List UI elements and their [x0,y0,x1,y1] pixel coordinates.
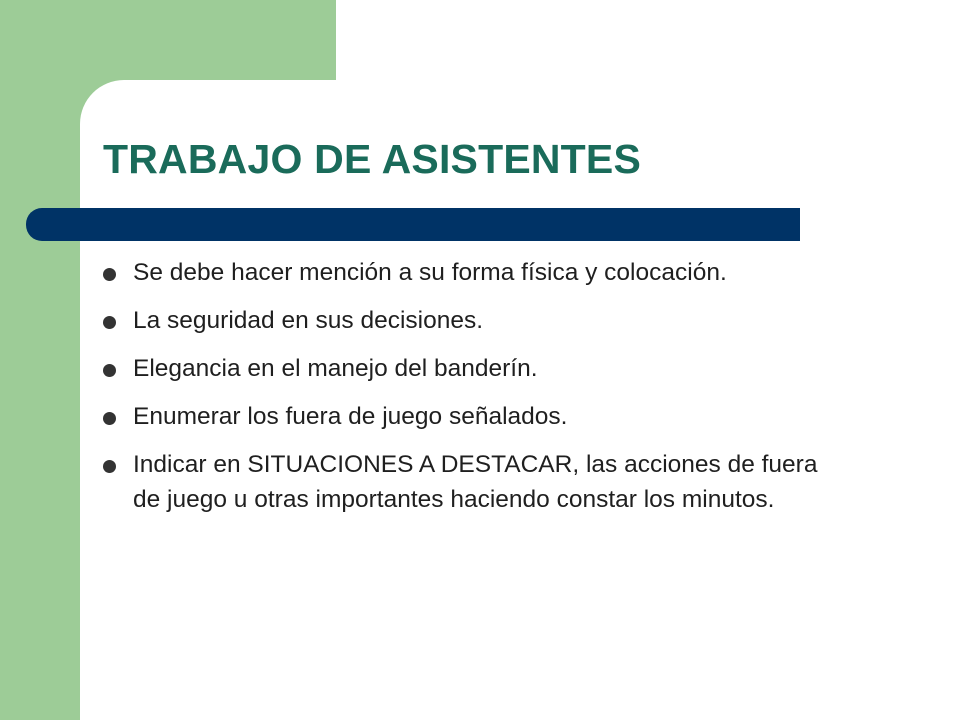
bullet-dot-icon [103,268,116,281]
bullet-list [100,255,820,530]
bullet-dot-icon [103,412,116,425]
bullet-item [100,447,820,517]
bullet-item [100,255,820,290]
bullet-text: Se debe hacer mención a su forma física y colocación. [133,259,727,286]
bullet-dot-icon [103,316,116,329]
bullet-dot-icon [103,460,116,473]
bullet-item [100,351,820,386]
bullet-dot-icon [103,364,116,377]
bullet-text: Indicar en SITUACIONES A DESTACAR, las acciones de fuera de juego u otras importantes haciendo constar los minutos. [133,451,818,513]
bullet-item [100,303,820,338]
bullet-text: Enumerar los fuera de juego señalados. [133,403,568,430]
bullet-item [100,399,820,434]
title-underline-bar [26,208,800,241]
bullet-text: Elegancia en el manejo del banderín. [133,355,538,382]
slide-title: TRABAJO DE ASISTENTES [103,136,642,182]
bullet-text: La seguridad en sus decisiones. [133,307,484,334]
